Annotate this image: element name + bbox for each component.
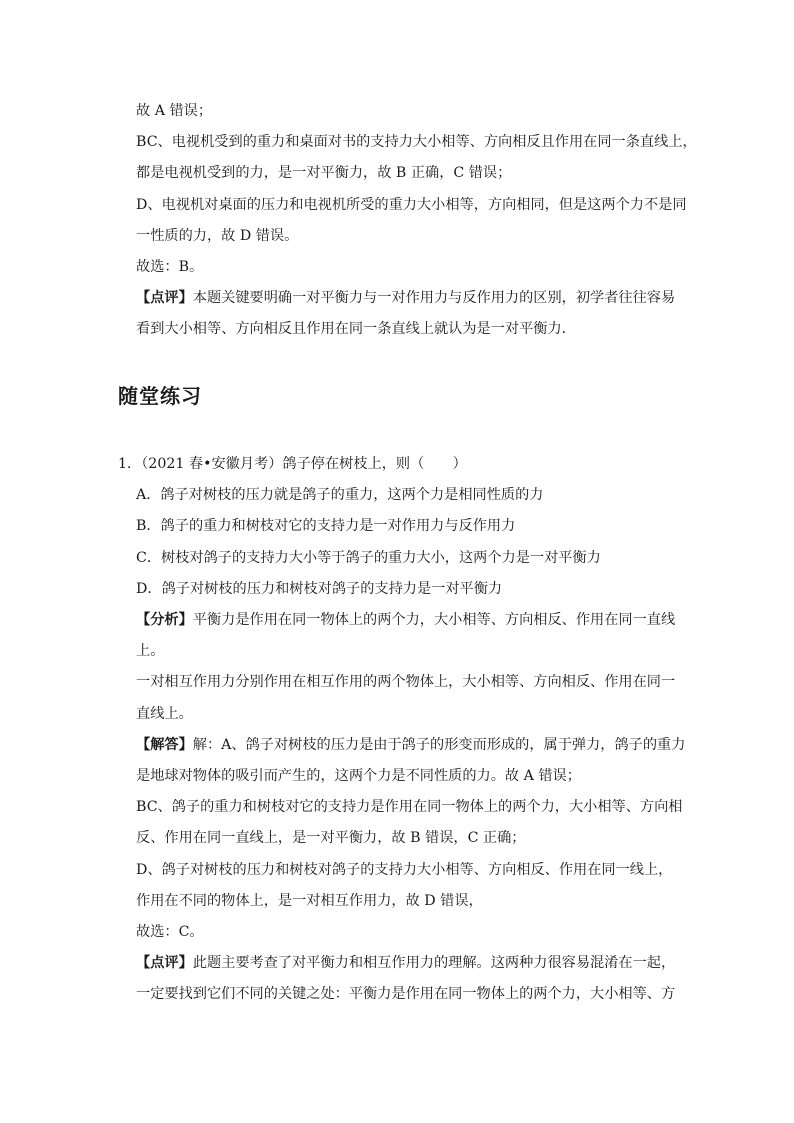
solution-line: BC、电视机受到的重力和桌面对书的支持力大小相等、方向相反且作用在同一条直线上， — [136, 134, 697, 151]
analysis-text: 平衡力是作用在同一物体上的两个力，大小相等、方向相反、作用在同一直线 — [192, 612, 676, 629]
answer-text: 解：A、鸽子对树枝的压力是由于鸽子的形变而形成的，属于弹力，鸽子的重力 — [192, 736, 686, 753]
practice-question — [0, 449, 794, 1011]
option-d: D．鸽子对树枝的压力和树枝对鸽子的支持力是一对平衡力 — [136, 580, 503, 597]
solution-line: 故 A 错误； — [136, 103, 213, 119]
analysis-line: 一对相互作用力分别作用在相互作用的两个物体上，大小相等、方向相反、作用在同一 — [136, 674, 676, 691]
answer-tag: 【解答】 — [136, 736, 193, 753]
solution-line: 故选：B。 — [136, 259, 204, 276]
comment-text: 本题关键要明确一对平衡力与一对作用力与反作用力的区别，初学者往往容易 — [192, 290, 676, 307]
previous-solution — [0, 96, 794, 346]
question-stem: 1．（2021 春•安徽月考）鸽子停在树枝上，则（ ） — [118, 456, 467, 472]
comment-line — [0, 283, 794, 314]
analysis-line: 直线上。 — [136, 705, 193, 722]
answer-line: 故选：C。 — [136, 924, 204, 941]
solution-line: D、电视机对桌面的压力和电视机所受的重力大小相等，方向相同，但是这两个力不是同 — [136, 196, 687, 213]
answer-line: 反、作用在同一直线上，是一对平衡力，故 B 错误，C 正确； — [136, 830, 526, 847]
answer-line — [0, 730, 794, 761]
answer-line: 作用在不同的物体上，是一对相互作用力，故 D 错误， — [136, 892, 483, 909]
analysis-tag: 【分析】 — [136, 612, 193, 629]
option-a: A．鸽子对树枝的压力就是鸽子的重力，这两个力是相同性质的力 — [136, 487, 544, 504]
comment-text: 此题主要考查了对平衡力和相互作用力的理解。这两种力很容易混淆在一起， — [192, 955, 676, 972]
solution-line: 都是电视机受到的力，是一对平衡力，故 B 正确，C 错误； — [136, 165, 512, 182]
solution-line: 一性质的力，故 D 错误。 — [136, 227, 299, 244]
option-c: C．树枝对鸽子的支持力大小等于鸽子的重力大小，这两个力是一对平衡力 — [136, 549, 601, 566]
comment-tag: 【点评】 — [136, 955, 193, 972]
option-b: B．鸽子的重力和树枝对它的支持力是一对作用力与反作用力 — [136, 518, 516, 535]
answer-line: D、鸽子对树枝的压力和树枝对鸽子的支持力大小相等、方向相反、作用在同一线上， — [136, 861, 673, 878]
section-title: 随堂练习 — [118, 384, 202, 408]
answer-line: BC、鸽子的重力和树枝对它的支持力是作用在同一物体上的两个力，大小相等、方向相 — [136, 799, 683, 816]
comment-line: 一定要找到它们不同的关键之处：平衡力是作用在同一物体上的两个力，大小相等、方 — [136, 986, 676, 1003]
answer-line: 是地球对物体的吸引而产生的，这两个力是不同性质的力。故 A 错误； — [136, 768, 581, 785]
comment-tag: 【点评】 — [136, 290, 193, 307]
comment-line: 看到大小相等、方向相反且作用在同一条直线上就认为是一对平衡力． — [136, 321, 576, 338]
comment-line — [0, 948, 794, 979]
analysis-line: 上。 — [136, 643, 165, 660]
analysis-line — [0, 605, 794, 636]
